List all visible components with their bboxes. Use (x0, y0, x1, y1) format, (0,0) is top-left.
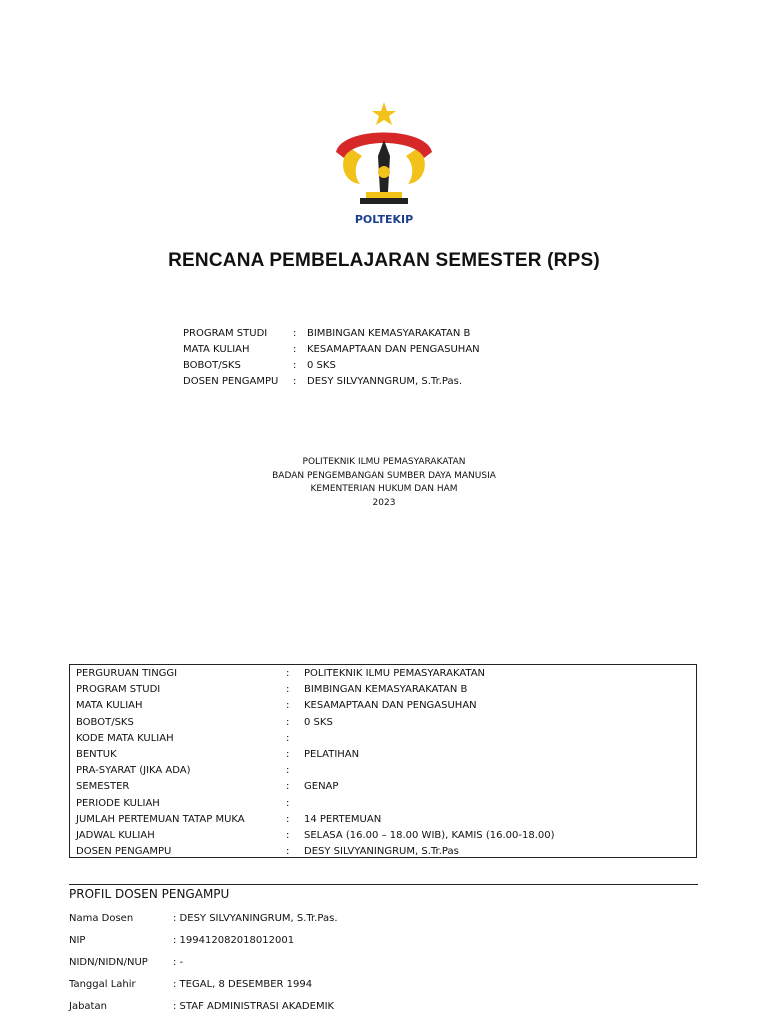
cover-label: BOBOT/SKS (183, 360, 241, 371)
cover-row-dosen-pengampu (183, 374, 480, 390)
poltekip-logo (332, 100, 436, 230)
row-label: JADWAL KULIAH (76, 829, 155, 841)
institution-ministry: KEMENTERIAN HUKUM DAN HAM (310, 484, 458, 494)
row-label: BENTUK (76, 748, 117, 760)
table-row (70, 779, 696, 795)
table-row (70, 796, 696, 812)
row-label: SEMESTER (76, 781, 130, 793)
cover-row-mata-kuliah (183, 342, 480, 358)
cover-separator: : (293, 376, 297, 387)
profile-value: : STAF ADMINISTRASI AKADEMIK (173, 1001, 335, 1012)
row-value: PELATIHAN (304, 748, 360, 760)
cover-label: DOSEN PENGAMPU (183, 376, 279, 387)
row-value: DESY SILVYANINGRUM, S.Tr.Pas (304, 846, 459, 858)
list-item (69, 911, 338, 933)
row-label: PERGURUAN TINGGI (76, 668, 178, 679)
row-separator: : (286, 781, 290, 793)
cover-value: DESY SILVYANNGRUM, S.Tr.Pas. (307, 376, 463, 387)
row-separator: : (286, 765, 290, 777)
table-row (70, 698, 696, 714)
row-separator: : (286, 732, 290, 744)
row-value: KESAMAPTAAN DAN PENGASUHAN (304, 700, 477, 712)
cover-label: MATA KULIAH (183, 344, 250, 355)
row-label: JUMLAH PERTEMUAN TATAP MUKA (76, 813, 245, 825)
cover-separator: : (293, 360, 297, 371)
row-separator: : (286, 813, 290, 825)
row-separator: : (286, 684, 290, 696)
list-item (69, 977, 338, 999)
list-item (69, 999, 338, 1021)
course-info-table (69, 664, 697, 858)
table-row (70, 747, 696, 763)
cover-info (183, 326, 480, 390)
row-value: SELASA (16.00 – 18.00 WIB), KAMIS (16.00-18.00) (304, 829, 555, 841)
row-separator: : (286, 846, 290, 858)
cover-row-bobot-sks (183, 358, 480, 374)
profile-label: NIP (69, 935, 86, 946)
row-value: BIMBINGAN KEMASYARAKATAN B (304, 684, 468, 696)
poltekip-emblem-icon (332, 100, 436, 212)
row-separator: : (286, 668, 290, 679)
institution-block (0, 456, 768, 510)
table-row (70, 715, 696, 731)
row-value: GENAP (304, 781, 339, 793)
table-row (70, 763, 696, 779)
cover-separator: : (293, 328, 297, 339)
logo-name: POLTEKIP (354, 213, 414, 226)
institution-agency: BADAN PENGEMBANGAN SUMBER DAYA MANUSIA (272, 470, 496, 481)
profile-value: : - (173, 957, 184, 968)
profile-label: NIDN/NIDN/NUP (69, 957, 148, 968)
profile-label: Tanggal Lahir (69, 979, 136, 990)
table-row (70, 844, 696, 860)
row-label: PROGRAM STUDI (76, 684, 161, 696)
row-label: PRA-SYARAT (JIKA ADA) (76, 765, 191, 777)
cover-value: KESAMAPTAAN DAN PENGASUHAN (307, 344, 480, 355)
row-separator: : (286, 700, 290, 712)
row-value: 0 SKS (304, 716, 333, 728)
profile-value: : TEGAL, 8 DESEMBER 1994 (173, 979, 313, 990)
row-separator: : (286, 748, 290, 760)
table-row (70, 682, 696, 698)
profile-title: PROFIL DOSEN PENGAMPU (69, 887, 230, 901)
row-separator: : (286, 797, 290, 809)
list-item (69, 933, 338, 955)
cover-row-program-studi (183, 326, 480, 342)
cover-separator: : (293, 344, 297, 355)
row-label: PERIODE KULIAH (76, 797, 160, 809)
row-value: 14 PERTEMUAN (304, 813, 382, 825)
table-row (70, 812, 696, 828)
institution-year: 2023 (372, 497, 396, 508)
table-row (70, 828, 696, 844)
cover-value: 0 SKS (307, 360, 336, 371)
row-separator: : (286, 716, 290, 728)
cover-label: PROGRAM STUDI (183, 328, 268, 339)
profile-value: : DESY SILVYANINGRUM, S.Tr.Pas. (173, 913, 338, 924)
row-value: POLITEKNIK ILMU PEMASYARAKATAN (304, 668, 486, 679)
profile-value: : 199412082018012001 (173, 935, 295, 946)
cover-value: BIMBINGAN KEMASYARAKATAN B (307, 328, 471, 339)
profile-label: Nama Dosen (69, 913, 134, 924)
row-separator: : (286, 829, 290, 841)
profile-list (69, 911, 338, 1021)
list-item (69, 955, 338, 977)
institution-name: POLITEKNIK ILMU PEMASYARAKATAN (302, 457, 466, 467)
profile-divider (69, 884, 698, 885)
document-title: RENCANA PEMBELAJARAN SEMESTER (RPS) (168, 250, 600, 271)
table-row (70, 731, 696, 747)
profile-label: Jabatan (69, 1001, 107, 1012)
row-label: MATA KULIAH (76, 700, 143, 712)
table-row (70, 666, 696, 682)
row-label: BOBOT/SKS (76, 716, 134, 728)
row-label: KODE MATA KULIAH (76, 732, 174, 744)
row-label: DOSEN PENGAMPU (76, 846, 172, 858)
